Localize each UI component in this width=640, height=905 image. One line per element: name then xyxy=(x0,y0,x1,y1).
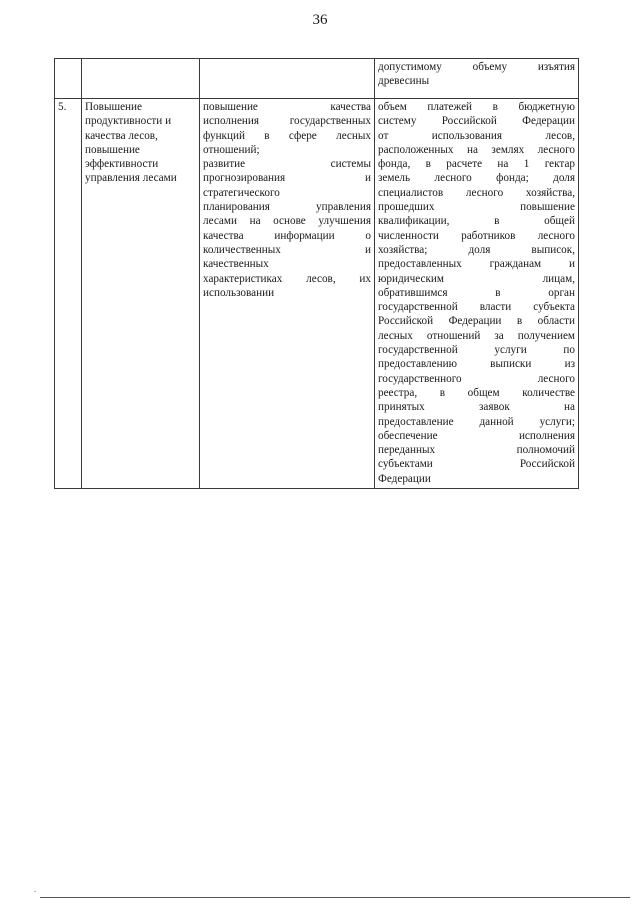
text-line: реестра, в общем количестве xyxy=(378,386,575,399)
text-line: качества лесов, xyxy=(85,129,158,142)
text-line: повышение качества xyxy=(203,101,371,113)
text-line: качественных xyxy=(203,258,269,271)
text-line: использовании xyxy=(203,286,275,299)
text-line: исполнения государственных xyxy=(203,115,371,128)
text-line: предоставлению выписки из xyxy=(378,358,575,371)
table-row-5 xyxy=(55,99,579,489)
text-line: государственной власти субъекта xyxy=(378,301,575,314)
text-line: фонда, в расчете на 1 гектар xyxy=(378,158,575,171)
text-line: специалистов лесного хозяйства, xyxy=(378,186,575,199)
text-line: расположенных на землях лесного xyxy=(378,143,575,156)
text-line: объем платежей в бюджетную xyxy=(378,101,575,113)
text-line: планирования управления xyxy=(203,201,371,214)
table-row-continuation xyxy=(55,59,579,99)
text-line: квалификации, в общей xyxy=(378,215,575,228)
text-line: управления лесами xyxy=(85,172,177,185)
cell-number: 5. xyxy=(55,99,82,489)
document-table xyxy=(54,58,579,489)
text-line: древесины xyxy=(378,75,430,88)
text-line: качества информации о xyxy=(203,229,371,242)
text-line: переданных полномочий xyxy=(378,444,575,457)
text-line: от использования лесов, xyxy=(378,129,575,142)
text-line: субъектами Российской xyxy=(378,458,575,471)
text-line: хозяйства; доля выписок, xyxy=(378,243,575,256)
cell-indicators xyxy=(375,99,579,489)
text-line: продуктивности и xyxy=(85,115,172,128)
cell-tasks-empty xyxy=(200,59,375,99)
text-line: юридическим лицам, xyxy=(378,272,575,285)
text-line: численности работников лесного xyxy=(378,229,575,242)
text-line: предоставленных гражданам и xyxy=(378,258,575,271)
text-line: функций в сфере лесных xyxy=(203,129,371,142)
scan-mark: . xyxy=(34,884,37,894)
text-line: Повышение xyxy=(85,101,142,113)
text-line: количественных и xyxy=(203,243,371,256)
text-line: Российской Федерации в области xyxy=(378,315,575,328)
text-line: отношений; xyxy=(203,143,260,156)
cell-indicators-continuation xyxy=(375,59,579,99)
text-line: земель лесного фонда; доля xyxy=(378,172,575,185)
page-number: 36 xyxy=(312,12,328,28)
cell-goal xyxy=(82,99,200,489)
text-line: обратившимся в орган xyxy=(378,286,575,299)
text-line: допустимому объему изъятия xyxy=(378,61,575,73)
cell-tasks xyxy=(200,99,375,489)
text-line: эффективности xyxy=(85,158,159,171)
text-line: характеристиках лесов, их xyxy=(203,272,371,285)
text-line: развитие системы xyxy=(203,158,371,171)
text-line: Федерации xyxy=(378,472,431,485)
text-line: государственной услуги по xyxy=(378,344,575,357)
text-line: лесами на основе улучшения xyxy=(203,215,371,228)
cell-goal-empty xyxy=(82,59,200,99)
text-line: государственного лесного xyxy=(378,372,575,385)
text-line: прошедших повышение xyxy=(378,201,575,214)
text-line: принятых заявок на xyxy=(378,401,575,414)
text-line: повышение xyxy=(85,143,140,156)
text-line: прогнозирования и xyxy=(203,172,371,185)
page-bottom-rule xyxy=(40,897,630,898)
text-line: предоставление данной услуги; xyxy=(378,415,575,428)
cell-number-empty xyxy=(55,59,82,99)
text-line: лесных отношений за получением xyxy=(378,329,575,342)
text-line: обеспечение исполнения xyxy=(378,429,575,442)
text-line: стратегического xyxy=(203,186,280,199)
text-line: систему Российской Федерации xyxy=(378,115,575,128)
